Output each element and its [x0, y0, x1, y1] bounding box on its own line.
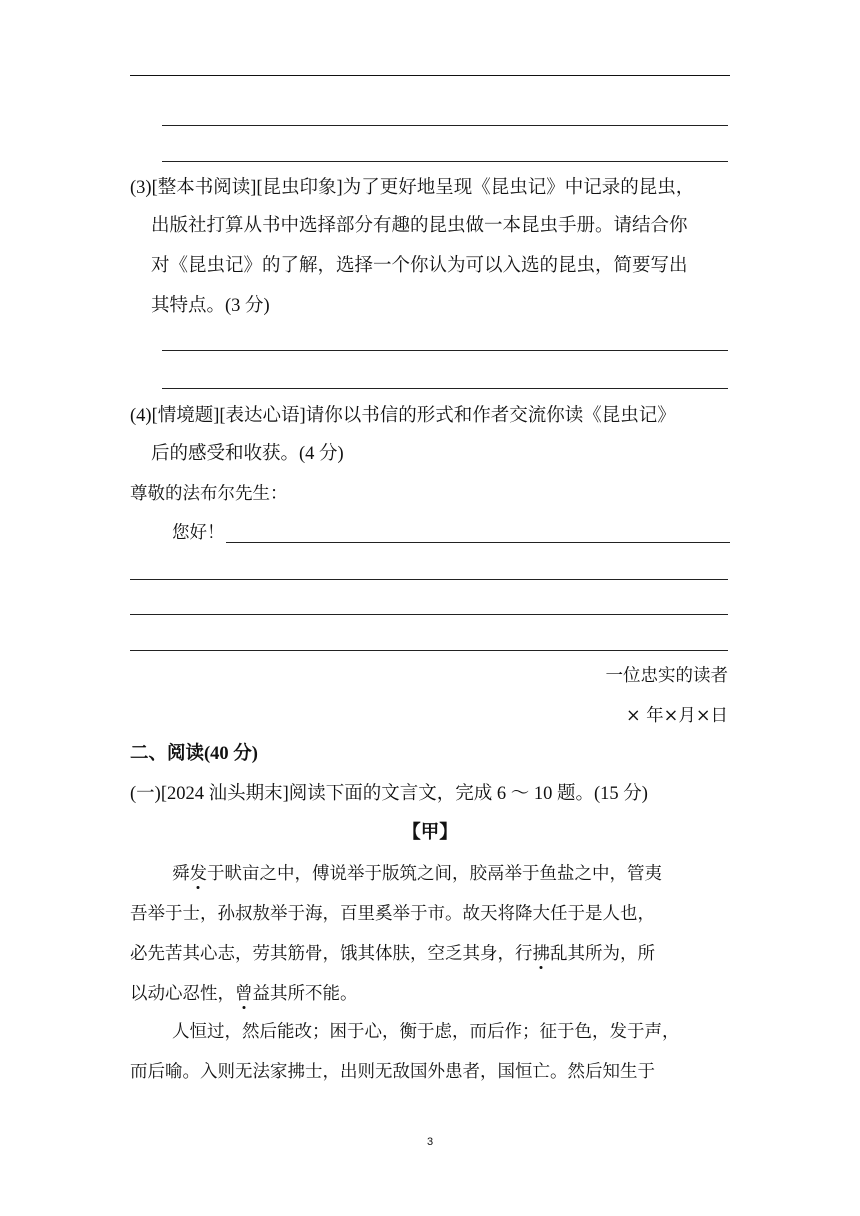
letter-date: × 年×月×日 [625, 706, 728, 726]
passage-line [130, 943, 655, 965]
answer-line[interactable] [162, 388, 728, 389]
passage-line: 人恒过，然后能改；困于心，衡于虑，而后作；征于色，发于声， [172, 1022, 680, 1042]
answer-line[interactable] [162, 350, 728, 351]
passage-line [172, 863, 662, 885]
text-span: 益其所不能。 [252, 984, 358, 1004]
letter-greeting: 您好！ [172, 523, 225, 543]
text-span: 以动心忍性， [130, 984, 235, 1004]
answer-line[interactable] [130, 579, 728, 580]
answer-line[interactable] [130, 614, 728, 615]
answer-line [162, 161, 728, 162]
answer-line[interactable] [226, 542, 730, 543]
text-span: 舜 [172, 864, 190, 884]
text-span: 必先苦其心志，劳其筋骨，饿其体肤，空乏其身，行 [130, 944, 533, 964]
emphasis-dot-char: 曾 [235, 984, 253, 1004]
letter-salutation: 尊敬的法布尔先生： [130, 484, 288, 504]
text-span: 乱其所为，所 [550, 944, 655, 964]
letter-signature: 一位忠实的读者 [605, 666, 728, 686]
answer-line[interactable] [130, 650, 728, 651]
section-subheading: (一)[2024 汕头期末]阅读下面的文言文，完成 6 ～ 10 题。(15 分) [130, 784, 648, 804]
q3-line-2: 出版社打算从书中选择部分有趣的昆虫做一本昆虫手册。请结合你 [151, 216, 688, 236]
q3-line-4: 其特点。(3 分) [151, 296, 270, 316]
passage-line: 吾举于士，孙叔敖举于海，百里奚举于市。故天将降大任于是人也， [130, 904, 655, 924]
page-number: 3 [426, 1136, 434, 1148]
emphasis-dot-char: 拂 [532, 944, 550, 964]
text-span: 于畎亩之中，傅说举于版筑之间，胶鬲举于鱼盐之中，管夷 [207, 864, 662, 884]
top-rule [130, 75, 730, 76]
passage-line: 而后喻。入则无法家拂士，出则无敌国外患者，国恒亡。然后知生于 [130, 1062, 655, 1082]
q4-line-1: (4)[情境题][表达心语]请你以书信的形式和作者交流你读《昆虫记》 [130, 406, 676, 426]
section-heading: 二、阅读(40 分) [130, 744, 258, 764]
passage-line [130, 983, 358, 1005]
passage-title: 【甲】 [402, 823, 458, 843]
emphasis-dot-char: 发 [189, 864, 207, 884]
q3-line-1: (3)[整本书阅读][昆虫印象]为了更好地呈现《昆虫记》中记录的昆虫， [130, 178, 695, 198]
answer-line [162, 125, 728, 126]
q4-line-2: 后的感受和收获。(4 分) [151, 444, 344, 464]
q3-line-3: 对《昆虫记》的了解，选择一个你认为可以入选的昆虫，简要写出 [151, 256, 688, 276]
